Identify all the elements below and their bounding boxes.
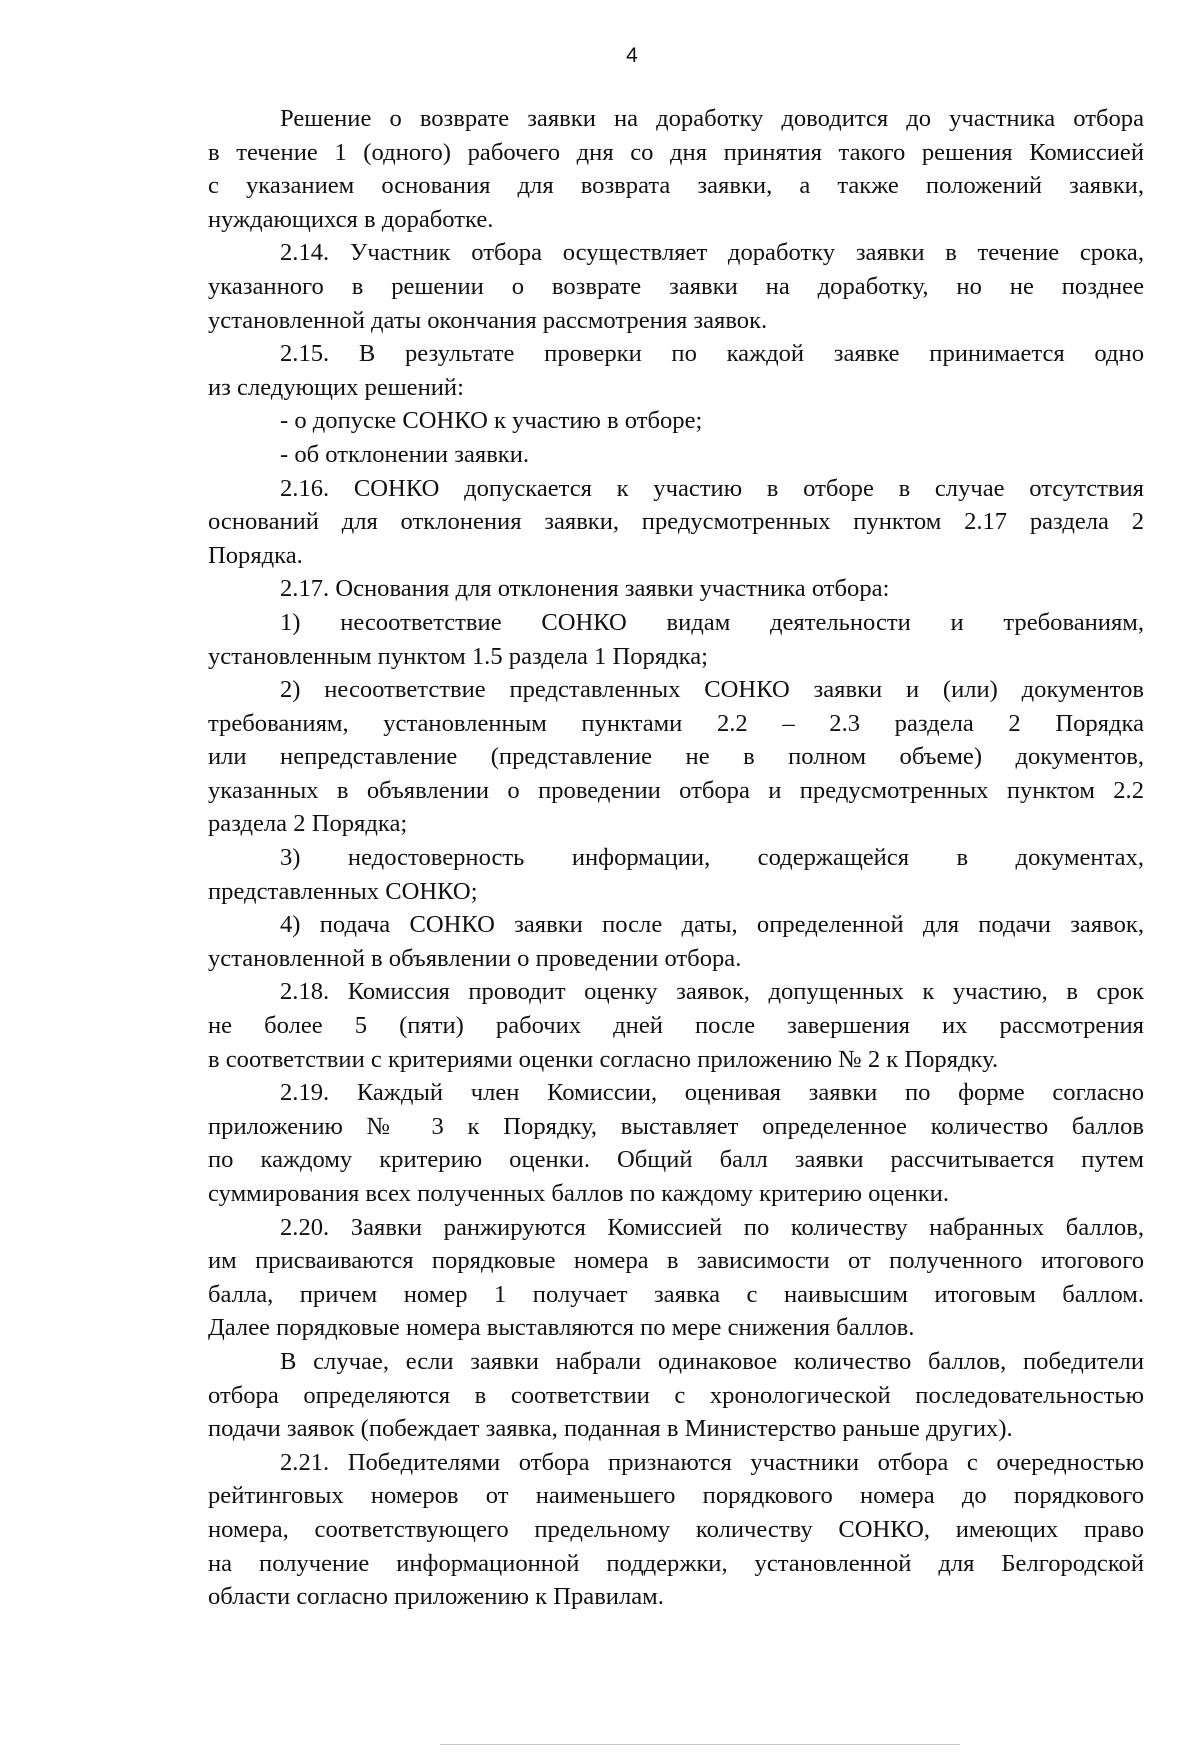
- text-line: отбора определяются в соответствии с хронологической последовательностью: [208, 1381, 1144, 1409]
- text-line: 4) подача СОНКО заявки после даты, определенной для подачи заявок,: [280, 911, 1144, 939]
- paragraph: [136, 673, 1144, 841]
- document-body: [136, 102, 1144, 1614]
- text-line: Порядка.: [208, 541, 303, 569]
- text-line: им присваиваются порядковые номера в зависимости от полученного итогового: [208, 1247, 1144, 1275]
- text-line: установленным пунктом 1.5 раздела 1 Порядка;: [208, 642, 708, 670]
- text-line: 2.16. СОНКО допускается к участию в отборе в случае отсутствия: [280, 474, 1144, 502]
- text-line: представленных СОНКО;: [208, 877, 478, 905]
- text-line: области согласно приложению к Правилам.: [208, 1583, 664, 1611]
- paragraph: [136, 337, 1144, 404]
- text-line: 3) недостоверность информации, содержащейся в документах,: [280, 844, 1144, 872]
- text-line: рейтинговых номеров от наименьшего порядкового номера до порядкового: [208, 1482, 1144, 1510]
- text-line: требованиям, установленным пунктами 2.2 – 2.3 раздела 2 Порядка: [208, 709, 1144, 737]
- text-line: из следующих решений:: [208, 373, 464, 401]
- paragraph: [136, 1211, 1144, 1345]
- paragraph: [136, 1076, 1144, 1210]
- paragraph: [136, 236, 1144, 337]
- text-line: 2.17. Основания для отклонения заявки участника отбора:: [280, 575, 890, 603]
- text-line: указанных в объявлении о проведении отбора и предусмотренных пунктом 2.2: [208, 776, 1144, 804]
- text-line: 1) несоответствие СОНКО видам деятельности и требованиям,: [280, 608, 1144, 636]
- text-line: в течение 1 (одного) рабочего дня со дня принятия такого решения Комиссией: [208, 138, 1144, 166]
- paragraph: [136, 438, 1144, 472]
- text-line: в соответствии с критериями оценки согласно приложению № 2 к Порядку.: [208, 1045, 999, 1073]
- text-line: установленной в объявлении о проведении отбора.: [208, 944, 742, 972]
- text-line: 2.15. В результате проверки по каждой заявке принимается одно: [280, 340, 1144, 368]
- paragraph: [136, 908, 1144, 975]
- text-line: оснований для отклонения заявки, предусмотренных пунктом 2.17 раздела 2: [208, 508, 1144, 536]
- paragraph: [136, 841, 1144, 908]
- text-line: приложению № 3 к Порядку, выставляет определенное количество баллов: [208, 1112, 1144, 1140]
- paragraph: [136, 975, 1144, 1076]
- scan-artifact-line: [440, 1744, 960, 1745]
- paragraph: [136, 606, 1144, 673]
- text-line: балла, причем номер 1 получает заявка с наивысшим итоговым баллом.: [208, 1280, 1144, 1308]
- text-line: по каждому критерию оценки. Общий балл заявки рассчитывается путем: [208, 1146, 1144, 1174]
- text-line: нуждающихся в доработке.: [208, 205, 494, 233]
- text-line: В случае, если заявки набрали одинаковое количество баллов, победители: [280, 1347, 1144, 1375]
- text-line: Далее порядковые номера выставляются по мере снижения баллов.: [208, 1314, 915, 1342]
- text-line: 2.14. Участник отбора осуществляет доработку заявки в течение срока,: [280, 239, 1144, 267]
- text-line: или непредставление (представление не в полном объеме) документов,: [208, 743, 1144, 771]
- text-line: 2.18. Комиссия проводит оценку заявок, допущенных к участию, в срок: [280, 978, 1144, 1006]
- text-line: 2.21. Победителями отбора признаются участники отбора с очередностью: [280, 1448, 1144, 1476]
- text-line: - об отклонении заявки.: [280, 440, 530, 468]
- paragraph: [136, 1345, 1144, 1446]
- text-line: - о допуске СОНКО к участию в отборе;: [280, 407, 703, 435]
- text-line: 2.19. Каждый член Комиссии, оценивая заявки по форме согласно: [280, 1079, 1144, 1107]
- paragraph: [136, 102, 1144, 236]
- text-line: Решение о возврате заявки на доработку доводится до участника отбора: [280, 105, 1144, 132]
- text-line: подачи заявок (побеждает заявка, поданная в Министерство раньше других).: [208, 1415, 1013, 1443]
- text-line: 2.20. Заявки ранжируются Комиссией по количеству набранных баллов,: [280, 1213, 1144, 1241]
- paragraph: [136, 472, 1144, 573]
- text-line: 2) несоответствие представленных СОНКО заявки и (или) документов: [280, 676, 1144, 704]
- text-line: установленной даты окончания рассмотрения заявок.: [208, 306, 768, 334]
- text-line: номера, соответствующего предельному количеству СОНКО, имеющих право: [208, 1515, 1144, 1543]
- text-line: не более 5 (пяти) рабочих дней после завершения их рассмотрения: [208, 1012, 1144, 1040]
- text-line: суммирования всех полученных баллов по каждому критерию оценки.: [208, 1180, 949, 1207]
- text-line: раздела 2 Порядка;: [208, 810, 408, 838]
- paragraph: [136, 572, 1144, 606]
- paragraph: [136, 404, 1144, 438]
- page-number: 4: [626, 44, 638, 67]
- text-line: на получение информационной поддержки, установленной для Белгородской: [208, 1549, 1144, 1577]
- text-line: указанного в решении о возврате заявки на доработку, но не позднее: [208, 272, 1144, 300]
- paragraph: [136, 1446, 1144, 1614]
- text-line: с указанием основания для возврата заявки, а также положений заявки,: [208, 172, 1144, 200]
